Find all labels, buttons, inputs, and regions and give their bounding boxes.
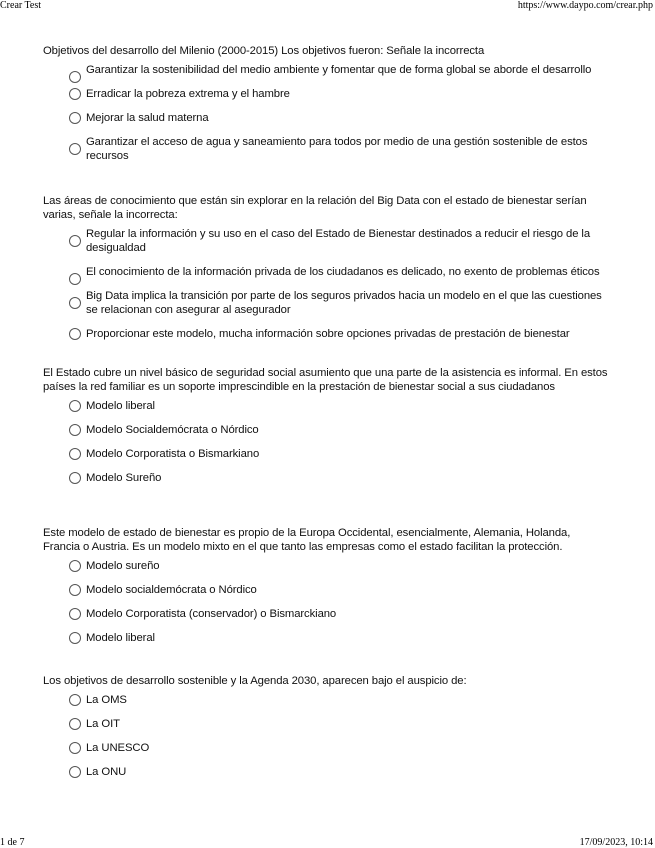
radio-button[interactable] [69,112,81,124]
answer-label: Modelo sureño [86,560,160,572]
radio-button[interactable] [69,472,81,484]
answer-label: Proporcionar este modelo, mucha información sobre opciones privadas de prestación de bienestar [86,328,570,340]
radio-button[interactable] [69,632,81,644]
answer-label: La OMS [86,694,127,706]
answer-label: Modelo Corporatista o Bismarkiano [86,448,260,460]
radio-button[interactable] [69,608,81,620]
answer-option[interactable] [69,227,609,255]
answer-options [43,559,609,645]
radio-button[interactable] [69,718,81,730]
answer-option[interactable] [69,111,609,125]
answer-options [43,63,609,163]
question-4 [43,526,609,655]
answer-option[interactable] [69,583,609,597]
question-text: El Estado cubre un nivel básico de seguridad social asumiento que una parte de la asistencia es informal. En estos países la red familiar es un soporte imprescindible en la prestación de bienestar social a sus ciudadanos [43,367,608,393]
answer-label: Garantizar la sostenibilidad del medio ambiente y fomentar que de forma global se aborde el desarrollo [86,64,592,76]
answer-label: Modelo socialdemócrata o Nórdico [86,584,257,596]
answer-option[interactable] [69,607,609,621]
answer-label: La ONU [86,766,127,778]
question-text: Los objetivos de desarrollo sostenible y la Agenda 2030, aparecen bajo el auspicio de: [43,675,467,687]
radio-button[interactable] [69,560,81,572]
print-header-url: https://www.daypo.com/crear.php [517,0,653,11]
answer-option[interactable] [69,693,609,707]
print-header-title: Crear Test [0,0,42,11]
answer-options [43,227,609,341]
radio-button[interactable] [69,273,81,285]
answer-label: Modelo Socialdemócrata o Nórdico [86,424,259,436]
answer-option[interactable] [69,87,609,101]
radio-button[interactable] [69,143,81,155]
answer-option[interactable] [69,631,609,645]
answer-label: La OIT [86,718,120,730]
answer-label: Modelo Sureño [86,472,162,484]
answer-option[interactable] [69,423,609,437]
question-text: Objetivos del desarrollo del Milenio (2000-2015) Los objetivos fueron: Señale la incorrecta [43,45,485,57]
radio-button[interactable] [69,235,81,247]
answer-label: Garantizar el acceso de agua y saneamiento para todos por medio de una gestión sostenible de estos recursos [86,136,588,162]
answer-label: Regular la información y su uso en el caso del Estado de Bienestar destinados a reducir el riesgo de la desigualdad [86,228,591,254]
answer-option[interactable] [69,471,609,485]
question-5 [43,674,609,789]
answer-label: Mejorar la salud materna [86,112,209,124]
answer-option[interactable] [69,559,609,573]
answer-option[interactable] [69,447,609,461]
question-2 [43,194,609,351]
answer-option[interactable] [69,135,609,163]
answer-label: El conocimiento de la información privada de los ciudadanos es delicado, no exento de problemas éticos [86,266,600,278]
radio-button[interactable] [69,328,81,340]
radio-button[interactable] [69,424,81,436]
answer-label: Big Data implica la transición por parte de los seguros privados hacia un modelo en el que las cuestiones se relacionan con asegurar al asegurador [86,290,602,316]
print-footer-page-number: 1 de 7 [0,837,25,848]
question-text: Las áreas de conocimiento que están sin explorar en la relación del Big Data con el estado de bienestar serían varias, señale la incorrecta: [43,195,587,221]
answer-option[interactable] [69,741,609,755]
answer-option[interactable] [69,265,609,279]
answer-options [43,399,609,485]
answer-option[interactable] [69,717,609,731]
answer-label: Erradicar la pobreza extrema y el hambre [86,88,290,100]
radio-button[interactable] [69,448,81,460]
answer-options [43,693,609,779]
radio-button[interactable] [69,88,81,100]
radio-button[interactable] [69,742,81,754]
answer-option[interactable] [69,289,609,317]
answer-option[interactable] [69,765,609,779]
radio-button[interactable] [69,400,81,412]
question-text: Este modelo de estado de bienestar es propio de la Europa Occidental, esencialmente, Alemania, Holanda, Francia o Austria. Es un modelo mixto en el que tanto las empresas como el estado facilitan la protección. [43,527,571,553]
answer-label: Modelo liberal [86,400,155,412]
radio-button[interactable] [69,766,81,778]
answer-option[interactable] [69,63,609,77]
radio-button[interactable] [69,71,81,83]
answer-label: Modelo Corporatista (conservador) o Bismarckiano [86,608,337,620]
answer-label: La UNESCO [86,742,150,754]
question-1 [43,44,609,173]
answer-option[interactable] [69,399,609,413]
answer-option[interactable] [69,327,609,341]
radio-button[interactable] [69,584,81,596]
question-3 [43,366,609,495]
radio-button[interactable] [69,297,81,309]
print-footer-datetime: 17/09/2023, 10:14 [579,837,653,848]
radio-button[interactable] [69,694,81,706]
answer-label: Modelo liberal [86,632,155,644]
